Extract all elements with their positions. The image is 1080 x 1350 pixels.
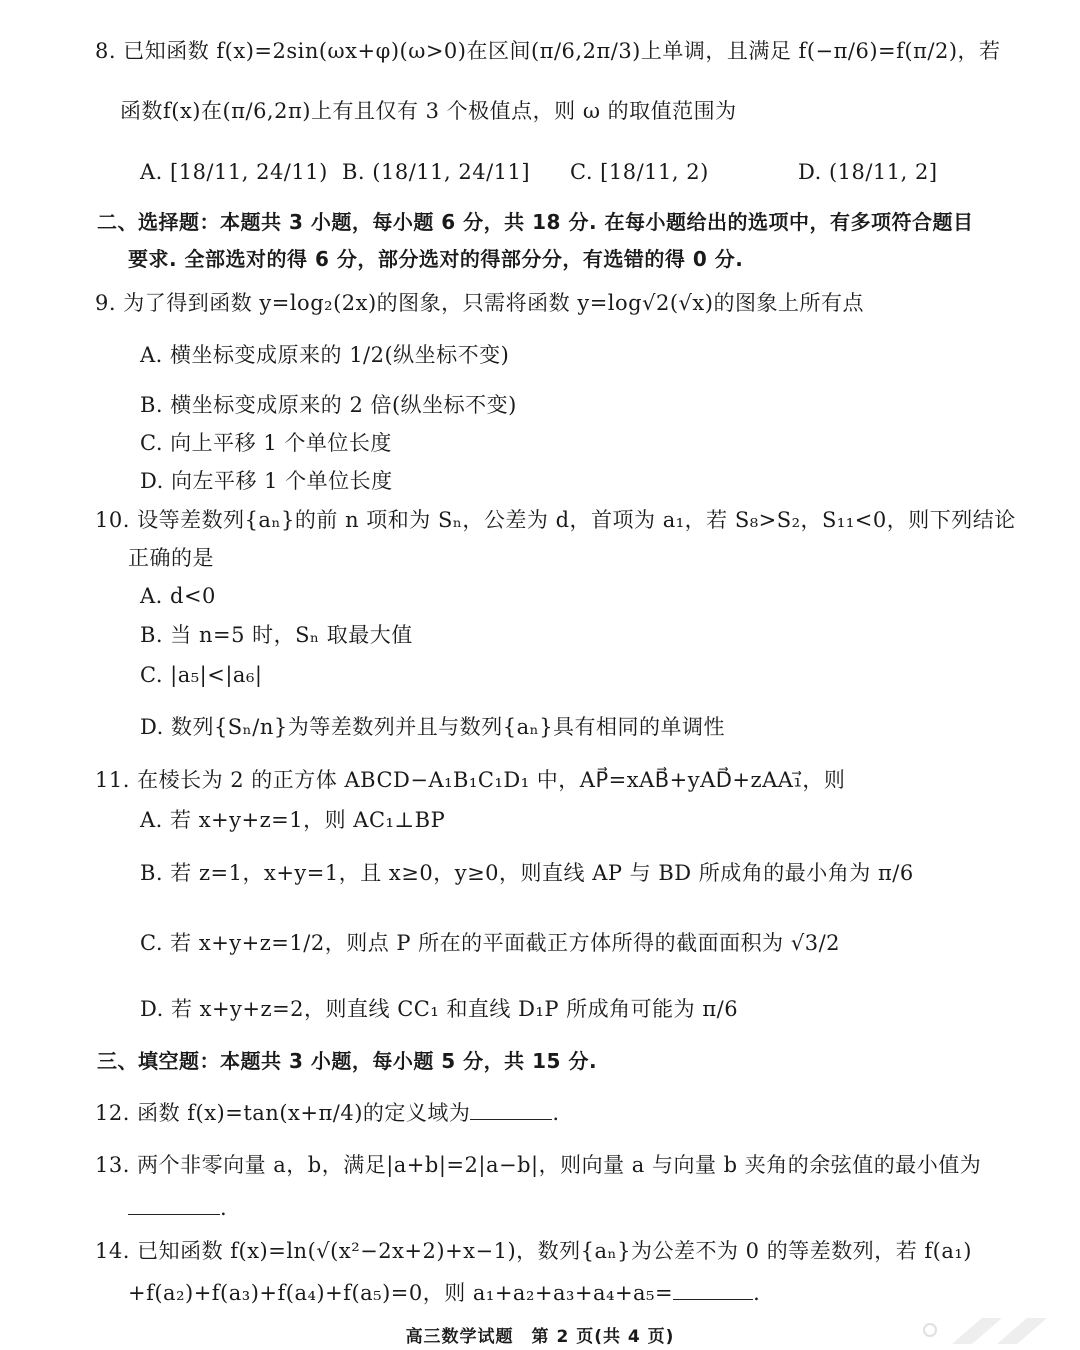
q9-option-c: C. 向上平移 1 个单位长度 (140, 431, 392, 455)
q13-answer-blank[interactable] (128, 1192, 220, 1215)
q8-option-c: C. [18/11, 2) (570, 160, 709, 184)
q14-line1: 14. 已知函数 f(x)=ln(√(x²−2x+2)+x−1)，数列{aₙ}为公差不为 0 的等差数列，若 f(a₁) (95, 1239, 972, 1263)
q14-end: . (753, 1281, 761, 1305)
q12-text: 12. 函数 f(x)=tan(x+π/4)的定义域为 (95, 1101, 471, 1125)
q8-option-a: A. [18/11, 24/11) (140, 160, 328, 184)
q8-option-b: B. (18/11, 24/11] (342, 160, 531, 184)
q11-option-d: D. 若 x+y+z=2，则直线 CC₁ 和直线 D₁P 所成角可能为 π/6 (140, 997, 739, 1021)
q11-option-b: B. 若 z=1，x+y=1，且 x≥0，y≥0，则直线 AP 与 BD 所成角的最小角为 π/6 (140, 861, 914, 885)
q11-stem: 11. 在棱长为 2 的正方体 ABCD−A₁B₁C₁D₁ 中，AP⃗=xAB⃗+yAD⃗+zAA₁⃗，则 (95, 768, 846, 792)
q11-option-c: C. 若 x+y+z=1/2，则点 P 所在的平面截正方体所得的截面面积为 √3/2 (140, 931, 841, 955)
q9-option-b: B. 横坐标变成原来的 2 倍(纵坐标不变) (140, 393, 517, 417)
q14-line2 (128, 1277, 760, 1308)
q11-option-a: A. 若 x+y+z=1，则 AC₁⊥BP (140, 808, 446, 832)
q8-line2: 函数f(x)在(π/6,2π)上有且仅有 3 个极值点，则 ω 的取值范围为 (120, 99, 737, 123)
q13-end: . (220, 1196, 228, 1220)
q13-line1: 13. 两个非零向量 a，b，满足|a+b|=2|a−b|，则向量 a 与向量 b 夹角的余弦值的最小值为 (95, 1153, 982, 1177)
section3-heading: 三、填空题：本题共 3 小题，每小题 5 分，共 15 分. (97, 1049, 598, 1073)
q12-line (95, 1097, 560, 1128)
q14-answer-blank[interactable] (673, 1277, 753, 1300)
q8-line1: 8. 已知函数 f(x)=2sin(ωx+φ)(ω>0)在区间(π/6,2π/3)上单调，且满足 f(−π/6)=f(π/2)，若 (95, 39, 1001, 63)
q14-text: +f(a₂)+f(a₃)+f(a₄)+f(a₅)=0，则 a₁+a₂+a₃+a₄+a₅= (128, 1281, 674, 1305)
section2-instructions: 要求. 全部选对的得 6 分，部分选对的得部分分，有选错的得 0 分. (128, 247, 744, 271)
q9-option-d: D. 向左平移 1 个单位长度 (140, 469, 393, 493)
q13-line2 (128, 1192, 227, 1223)
q10-line2: 正确的是 (128, 546, 214, 570)
q8-option-d: D. (18/11, 2] (798, 160, 938, 184)
q10-option-c: C. |a₅|<|a₆| (140, 663, 263, 687)
q10-line1: 10. 设等差数列{aₙ}的前 n 项和为 Sₙ，公差为 d，首项为 a₁，若 S₈>S₂，S₁₁<0，则下列结论 (95, 508, 1016, 532)
q9-option-a: A. 横坐标变成原来的 1/2(纵坐标不变) (140, 343, 510, 367)
q10-option-a: A. d<0 (140, 584, 216, 608)
q10-option-b: B. 当 n=5 时，Sₙ 取最大值 (140, 623, 413, 647)
q9-stem: 9. 为了得到函数 y=log₂(2x)的图象，只需将函数 y=log√2(√x)的图象上所有点 (95, 291, 864, 315)
watermark-icon (912, 1314, 1062, 1344)
q12-answer-blank[interactable] (470, 1097, 552, 1120)
q10-option-d: D. 数列{Sₙ/n}为等差数列并且与数列{aₙ}具有相同的单调性 (140, 715, 726, 739)
page-footer: 高三数学试题 第 2 页(共 4 页) (405, 1327, 675, 1347)
q12-end: . (552, 1101, 560, 1125)
section2-heading: 二、选择题：本题共 3 小题，每小题 6 分，共 18 分. 在每小题给出的选项中，有多项符合题目 (97, 210, 974, 234)
